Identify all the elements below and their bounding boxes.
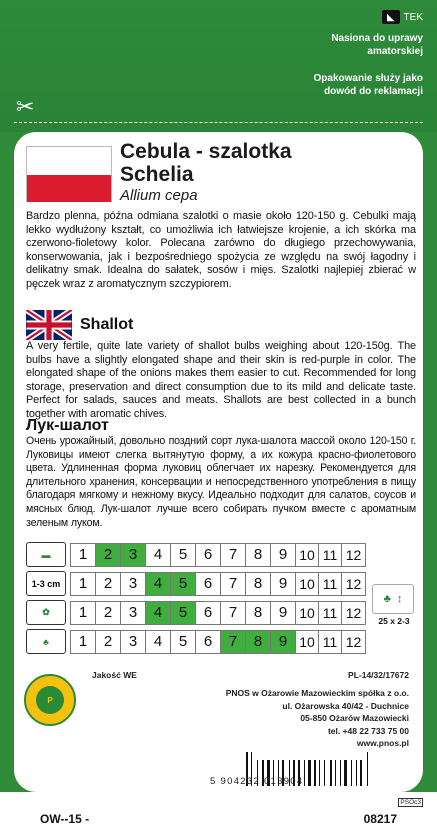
english-title: Shallot (80, 316, 134, 333)
barcode-bar (367, 752, 368, 786)
harvest-icon: ♣ (26, 629, 66, 654)
calendar-month-cell: 7 (221, 573, 246, 595)
description-polish: Bardzo plenna, późna odmiana szalotki o masie około 120-150 g. Cebulki mają lekko wydłużony kształt, co umożliwia ich łatwiejsze krojenie, a ich skórka ma czerwono-fioletowy kolor. Polecana zarówno do długiego przechowywania, konserwowania, jak i bezpośredniego spożycia ze względu na swój łagodny i delikatny smak. Idealna do sałatek, sosów i mięs. Szalotki najlepiej zbierać w pęczek wraz z aromatycznym szczypiorem. (26, 210, 416, 290)
calendar-month-cell: 10 (296, 573, 319, 595)
barcode-bar (324, 760, 325, 786)
barcode-bar (314, 760, 316, 786)
barcode-bar (304, 760, 305, 786)
calendar-month-cell: 8 (246, 544, 271, 566)
seedling-icon: ✿ (26, 600, 66, 625)
calendar-month-cell: 5 (171, 631, 196, 653)
barcode-bar (333, 760, 334, 786)
calendar-month-cell: 3 (121, 631, 146, 653)
planting-depth-icon: 1-3 cm (26, 571, 66, 596)
barcode-bar (360, 760, 362, 786)
psoc-label: PSOc3 (400, 799, 421, 806)
barcode-bar (356, 760, 357, 786)
company-web: www.pnos.pl (356, 738, 409, 749)
note-amateur: Nasiona do uprawy amatorskiej (331, 33, 423, 57)
calendar-month-cell: 7 (221, 544, 246, 566)
calendar-month-cell: 10 (296, 631, 319, 653)
barcode-bar (330, 760, 332, 786)
calendar-month-cell: 8 (246, 602, 271, 624)
poland-flag-icon (26, 146, 112, 202)
calendar-month-cell: 1 (71, 544, 96, 566)
calendar-month-cell: 2 (96, 602, 121, 624)
calendar-month-cell: 12 (342, 602, 365, 624)
barcode-bar (353, 760, 355, 786)
barcode-bar (340, 760, 341, 786)
barcode-bar (306, 760, 307, 786)
calendar-month-cell: 6 (196, 602, 221, 624)
calendar-month-cell: 6 (196, 573, 221, 595)
barcode-bar (321, 760, 323, 786)
russian-title: Лук-шалот (26, 417, 109, 434)
calendar-month-cell: 3 (121, 602, 146, 624)
calendar-month-cell: 11 (319, 602, 342, 624)
company-phone: tel. +48 22 733 75 00 (327, 725, 409, 736)
calendar-month-cell: 8 (246, 631, 271, 653)
calendar-month-cell: 10 (296, 544, 319, 566)
spacing-label: 25 x 2-3 (378, 616, 410, 626)
barcode-bar (335, 760, 336, 786)
calendar-month-cell: 1 (71, 602, 96, 624)
barcode-bar (351, 760, 352, 786)
barcode-bar (317, 760, 318, 786)
info-card (14, 132, 423, 792)
calendar-month-cell: 10 (296, 602, 319, 624)
sowing-calendar (26, 542, 374, 658)
brand-logo-icon: ◣ (382, 10, 400, 24)
calendar-month-cell: 9 (271, 544, 296, 566)
calendar-month-cell: 4 (146, 631, 171, 653)
product-variety: Schelia (120, 163, 194, 186)
calendar-month-cell: 5 (171, 602, 196, 624)
company-address (226, 687, 409, 750)
description-english: A very fertile, quite late variety of shallot bulbs weighing about 120-150g. The bulbs have a slightly elongated shape and their skin is red-purple in color. The elongated shape of the onions makes them easier to cut. Recommended for long storage, preservation and direct consumption due to its mild and delicate taste. Perfect for salads, sauces and meats. Shallots are best collected in a bunch together with aromatic chives. (26, 340, 416, 420)
calendar-month-cell: 3 (121, 544, 146, 566)
seed-tray-icon: ▬ (26, 542, 66, 567)
calendar-month-cell: 5 (171, 544, 196, 566)
company-city: 05-850 Ożarów Mazowiecki (300, 713, 409, 724)
calendar-month-cell: 11 (319, 631, 342, 653)
brand-mark (382, 10, 423, 24)
calendar-month-cell: 2 (96, 544, 121, 566)
barcode-bar (344, 760, 347, 786)
calendar-month-cell: 2 (96, 631, 121, 653)
barcode-bar (337, 760, 339, 786)
calendar-row (26, 600, 374, 625)
barcode-bar (358, 760, 359, 786)
calendar-month-cell: 4 (146, 602, 171, 624)
calendar-month-cell: 2 (96, 573, 121, 595)
brand-name: TEK (403, 11, 423, 23)
calendar-month-cell: 1 (71, 631, 96, 653)
product-latin-name: Allium cepa (120, 187, 198, 204)
batch-code: OW--15 - (40, 812, 90, 826)
product-title: Cebula - szalotka (120, 140, 292, 163)
calendar-month-cell: 7 (221, 631, 246, 653)
barcode-bar (348, 760, 350, 786)
calendar-month-cell: 1 (71, 573, 96, 595)
barcode-bar (308, 760, 311, 786)
uk-flag-icon (26, 310, 72, 340)
calendar-month-cell: 11 (319, 544, 342, 566)
calendar-month-cell: 6 (196, 631, 221, 653)
calendar-month-cell: 3 (121, 573, 146, 595)
batch-number: 08217 (363, 812, 397, 826)
calendar-month-cell: 4 (146, 544, 171, 566)
calendar-month-cell: 9 (271, 602, 296, 624)
calendar-month-cell: 12 (342, 573, 365, 595)
barcode-bar (369, 752, 370, 786)
barcode-bar (342, 760, 343, 786)
scissors-icon: ✂ (16, 94, 35, 119)
cut-line (14, 122, 423, 123)
barcode-bar (363, 752, 366, 786)
company-name: PNOS w Ożarowie Mazowieckim spółka z o.o. (225, 688, 409, 698)
calendar-month-cell: 8 (246, 573, 271, 595)
calendar-month-cell: 4 (146, 573, 171, 595)
barcode-bar (319, 760, 320, 786)
calendar-month-cell: 11 (319, 573, 342, 595)
description-russian: Очень урожайный, довольно поздний сорт лука-шалота массой около 120-150 г. Луковицы имеют слегка вытянутую форму, а их кожура красно-фиолетового цвета. Удлиненная форма луковиц облегчает их нарезку. Рекомендуется для длительного хранения, консервации и непосредственного употребления в пищу благодаря мягкому и нежному вкусу. Идеально подходит для салатов, соусов и мясных блюд. Лук-шалот лучше всего собирать пучком вместе с ароматным зеленым луком. (26, 435, 416, 529)
header-band (0, 0, 437, 132)
spacing-icon: ♣ ↕ (372, 584, 414, 614)
barcode-bar (312, 760, 313, 786)
calendar-row (26, 542, 374, 567)
calendar-row (26, 629, 374, 654)
quality-seal-icon: P (24, 674, 76, 726)
company-street: ul. Ożarowska 40/42 - Duchnice (282, 700, 409, 711)
calendar-month-cell: 9 (271, 631, 296, 653)
barcode-number: 5 904232 013904 (210, 776, 304, 787)
calendar-month-cell: 6 (196, 544, 221, 566)
certificate-number: PL-14/32/17672 (348, 670, 409, 680)
calendar-row (26, 571, 374, 596)
calendar-month-cell: 9 (271, 573, 296, 595)
barcode-bar (326, 760, 329, 786)
calendar-month-cell: 12 (342, 631, 365, 653)
calendar-month-cell: 12 (342, 544, 365, 566)
calendar-month-cell: 5 (171, 573, 196, 595)
calendar-month-cell: 7 (221, 602, 246, 624)
quality-label: Jakość WE (92, 670, 137, 680)
note-packaging: Opakowanie służy jako dowód do reklamacji (313, 73, 423, 97)
plant-spacing (372, 584, 416, 626)
